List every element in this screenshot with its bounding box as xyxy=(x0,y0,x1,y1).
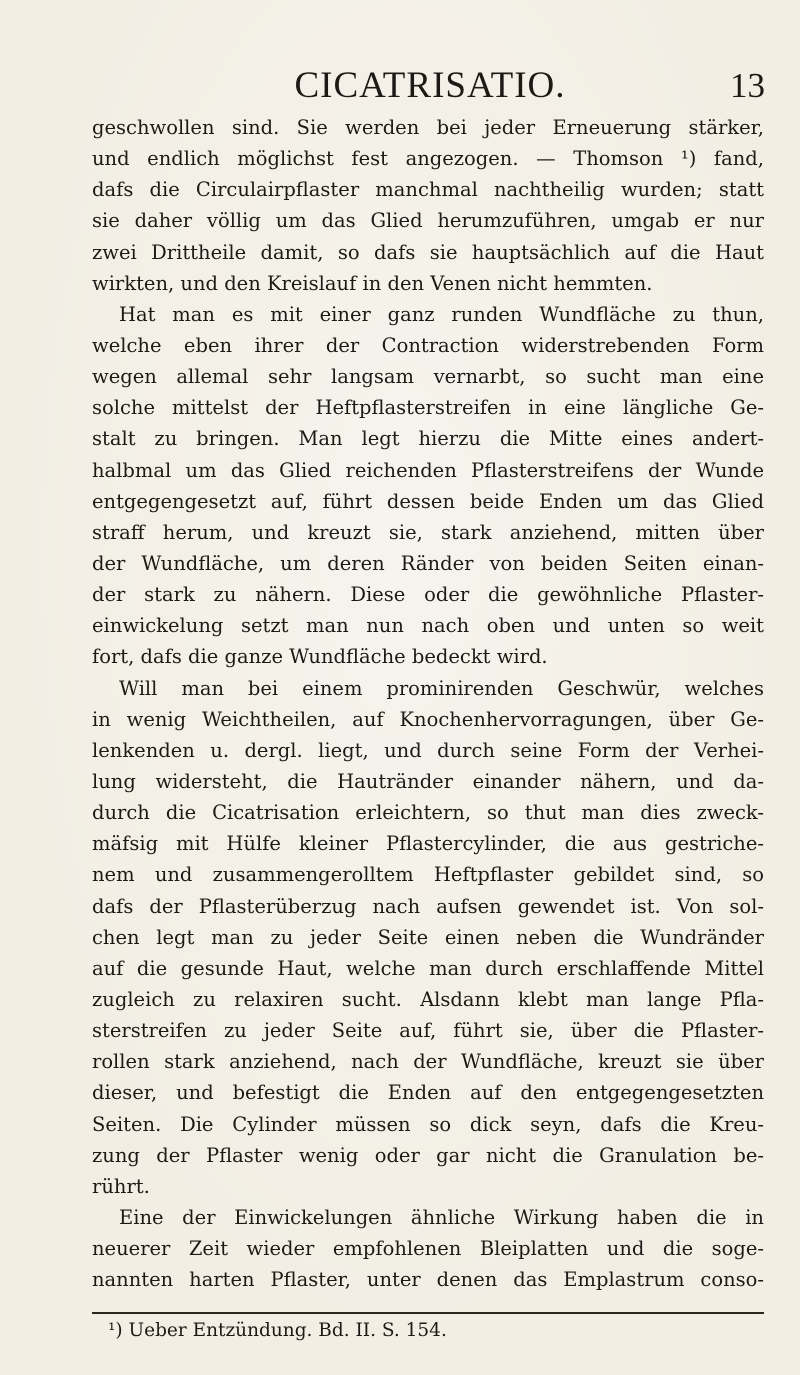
text-line: neuerer Zeit wieder empfohlenen Bleiplatten und die soge- xyxy=(92,1237,764,1261)
footnote-divider xyxy=(92,1312,764,1314)
body-text xyxy=(92,112,764,1295)
text-line: und endlich möglichst fest angezogen. — Thomson ¹) fand, xyxy=(92,147,764,171)
footnote xyxy=(108,1317,447,1345)
text-line: rollen stark anziehend, nach der Wundfläche, kreuzt sie über xyxy=(92,1050,764,1074)
text-line: wegen allemal sehr langsam vernarbt, so sucht man eine xyxy=(92,365,764,389)
text-line: zwei Drittheile damit, so dafs sie hauptsächlich auf die Haut xyxy=(92,240,764,264)
footnote-marker: ¹) xyxy=(108,1320,123,1341)
text-line: stalt zu bringen. Man legt hierzu die Mitte eines andert- xyxy=(92,427,764,451)
text-line: Will man bei einem prominirenden Geschwür, welches xyxy=(119,676,764,700)
text-line: sterstreifen zu jeder Seite auf, führt sie, über die Pflaster- xyxy=(92,1019,764,1043)
text-line: lung widersteht, die Hautränder einander nähern, und da- xyxy=(92,769,764,793)
text-line: dafs der Pflasterüberzug nach aufsen gewendet ist. Von sol- xyxy=(92,894,764,918)
text-line: geschwollen sind. Sie werden bei jeder Erneuerung stärker, xyxy=(92,116,764,139)
text-line: durch die Cicatrisation erleichtern, so thut man dies zweck- xyxy=(92,801,764,825)
running-head xyxy=(90,62,770,110)
text-line: auf die gesunde Haut, welche man durch erschlaffende Mittel xyxy=(92,956,764,980)
text-line: in wenig Weichtheilen, auf Knochenhervorragungen, über Ge- xyxy=(92,707,764,731)
text-line: dieser, und befestigt die Enden auf den entgegengesetzten xyxy=(92,1081,764,1105)
text-line: der stark zu nähern. Diese oder die gewöhnliche Pflaster- xyxy=(92,583,764,607)
text-line: nannten harten Pflaster, unter denen das Emplastrum conso- xyxy=(92,1268,764,1292)
text-line: lenkenden u. dergl. liegt, und durch seine Form der Verhei- xyxy=(92,738,764,762)
text-line: Eine der Einwickelungen ähnliche Wirkung haben die in xyxy=(119,1205,764,1229)
text-line: solche mittelst der Heftpflasterstreifen in eine längliche Ge- xyxy=(92,396,764,420)
text-line: sie daher völlig um das Glied herumzuführen, umgab er nur xyxy=(92,209,764,233)
text-line: wirkten, und den Kreislauf in den Venen nicht hemmten. xyxy=(92,271,653,295)
text-line: fort, dafs die ganze Wundfläche bedeckt wird. xyxy=(92,645,548,669)
text-line: straff herum, und kreuzt sie, stark anziehend, mitten über xyxy=(92,520,764,544)
text-line: einwickelung setzt man nun nach oben und unten so weit xyxy=(92,614,764,638)
footnote-text: Ueber Entzündung. Bd. II. S. 154. xyxy=(128,1320,447,1341)
text-line: chen legt man zu jeder Seite einen neben die Wundränder xyxy=(92,925,764,949)
text-line: dafs die Circulairpflaster manchmal nachtheilig wurden; statt xyxy=(92,178,764,202)
text-line: zugleich zu relaxiren sucht. Alsdann klebt man lange Pfla- xyxy=(92,987,764,1011)
text-line: mäfsig mit Hülfe kleiner Pflastercylinder, die aus gestriche- xyxy=(92,832,764,856)
text-line: welche eben ihrer der Contraction widerstrebenden Form xyxy=(92,333,764,357)
text-line: der Wundfläche, um deren Ränder von beiden Seiten einan- xyxy=(92,551,764,575)
text-line: Hat man es mit einer ganz runden Wundfläche zu thun, xyxy=(119,302,764,326)
text-line: halbmal um das Glied reichenden Pflasterstreifens der Wunde xyxy=(92,458,764,482)
text-line: Seiten. Die Cylinder müssen so dick seyn, dafs die Kreu- xyxy=(92,1112,764,1136)
text-line: entgegengesetzt auf, führt dessen beide Enden um das Glied xyxy=(92,489,764,513)
running-title: CICATRISATIO. xyxy=(294,65,566,106)
text-line: zung der Pflaster wenig oder gar nicht die Granulation be- xyxy=(92,1143,764,1167)
text-line: nem und zusammengerolltem Heftpflaster gebildet sind, so xyxy=(92,863,764,887)
page-number: 13 xyxy=(730,66,765,105)
text-line: rührt. xyxy=(92,1174,150,1198)
